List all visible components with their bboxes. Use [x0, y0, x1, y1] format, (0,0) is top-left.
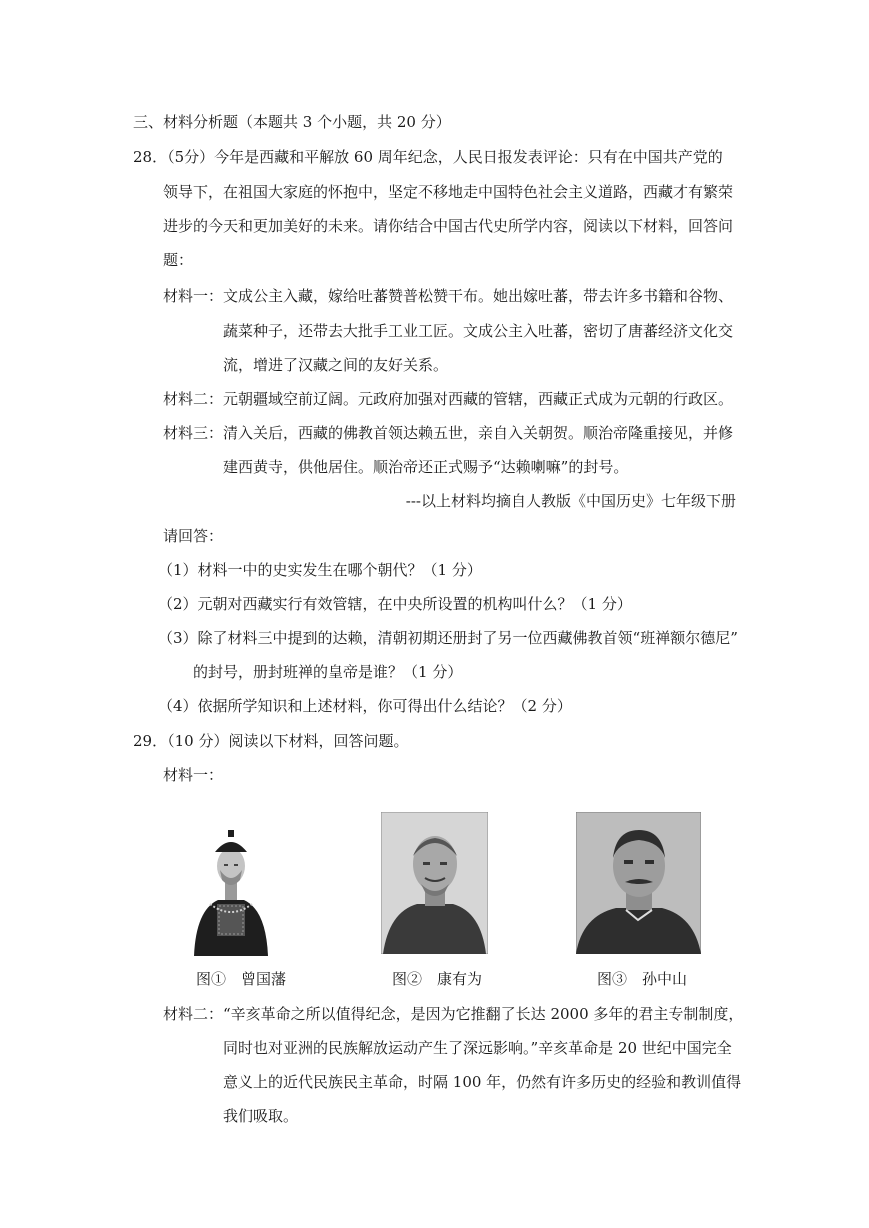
sub-question-3-cont: 的封号，册封班禅的皇帝是谁？（1 分）	[193, 663, 463, 681]
q28-stem-line: 28．（5分）今年是西藏和平解放 60 周年纪念，人民日报发表评论：只有在中国共产党的	[133, 148, 723, 166]
section-title: 三、材料分析题（本题共 3 个小题，共 20 分）	[133, 113, 451, 131]
figure-caption: 图② 康有为	[392, 970, 483, 988]
material-text: 我们吸取。	[223, 1107, 299, 1125]
material-text: 建西黄寺，供他居住。顺治帝还正式赐予“达赖喇嘛”的封号。	[223, 458, 629, 476]
q28-stem-line: 领导下，在祖国大家庭的怀抱中，坚定不移地走中国特色社会主义道路，西藏才有繁荣	[163, 183, 734, 201]
q28-stem-line: 进步的今天和更加美好的未来。请你结合中国古代史所学内容，阅读以下材料，回答问	[163, 217, 734, 235]
material-text: 意义上的近代民族民主革命，时隔 100 年，仍然有许多历史的经验和教训值得	[223, 1073, 742, 1091]
portrait-sun-yat-sen	[576, 812, 701, 954]
material-text: 同时也对亚洲的民族解放运动产生了深远影响。”辛亥革命是 20 世纪中国完全	[223, 1039, 732, 1057]
q28-stem-line: 题：	[163, 251, 194, 269]
sub-question-2: （2）元朝对西藏实行有效管辖，在中央所设置的机构叫什么？（1 分）	[158, 595, 632, 613]
material-text: 蔬菜种子，还带去大批手工业工匠。文成公主入吐蕃，密切了唐蕃经济文化交	[223, 322, 734, 340]
q29-material-1-label: 材料一：	[163, 766, 224, 784]
material-text: 材料三：清入关后，西藏的佛教首领达赖五世，亲自入关朝贺。顺治帝隆重接见，并修	[163, 424, 734, 442]
figure-caption: 图③ 孙中山	[597, 970, 688, 988]
sub-question-3: （3）除了材料三中提到的达赖，清朝初期还册封了另一位西藏佛教首领“班禅额尔德尼”	[158, 629, 738, 647]
sub-question-1: （1）材料一中的史实发生在哪个朝代？（1 分）	[158, 561, 482, 579]
material-text: 材料一：文成公主入藏，嫁给吐蕃赞普松赞干布。她出嫁吐蕃，带去许多书籍和谷物、	[163, 287, 734, 305]
figure-caption: 图① 曾国藩	[196, 970, 287, 988]
ask-prompt: 请回答：	[163, 527, 224, 545]
material-text: 材料二：“辛亥革命之所以值得纪念，是因为它推翻了长达 2000 多年的君主专制制度，	[163, 1005, 744, 1023]
sub-question-4: （4）依据所学知识和上述材料，你可得出什么结论？（2 分）	[158, 697, 572, 715]
portrait-kang-youwei	[381, 812, 488, 954]
material-source: ---以上材料均摘自人教版《中国历史》七年级下册	[405, 492, 736, 510]
portrait-zeng-guofan	[188, 818, 274, 958]
q28-material-2: 材料二：元朝疆域空前辽阔。元政府加强对西藏的管辖，西藏正式成为元朝的行政区。	[163, 390, 734, 408]
material-text: 流，增进了汉藏之间的友好关系。	[223, 356, 449, 374]
q29-stem-line: 29．（10 分）阅读以下材料，回答问题。	[133, 732, 409, 750]
